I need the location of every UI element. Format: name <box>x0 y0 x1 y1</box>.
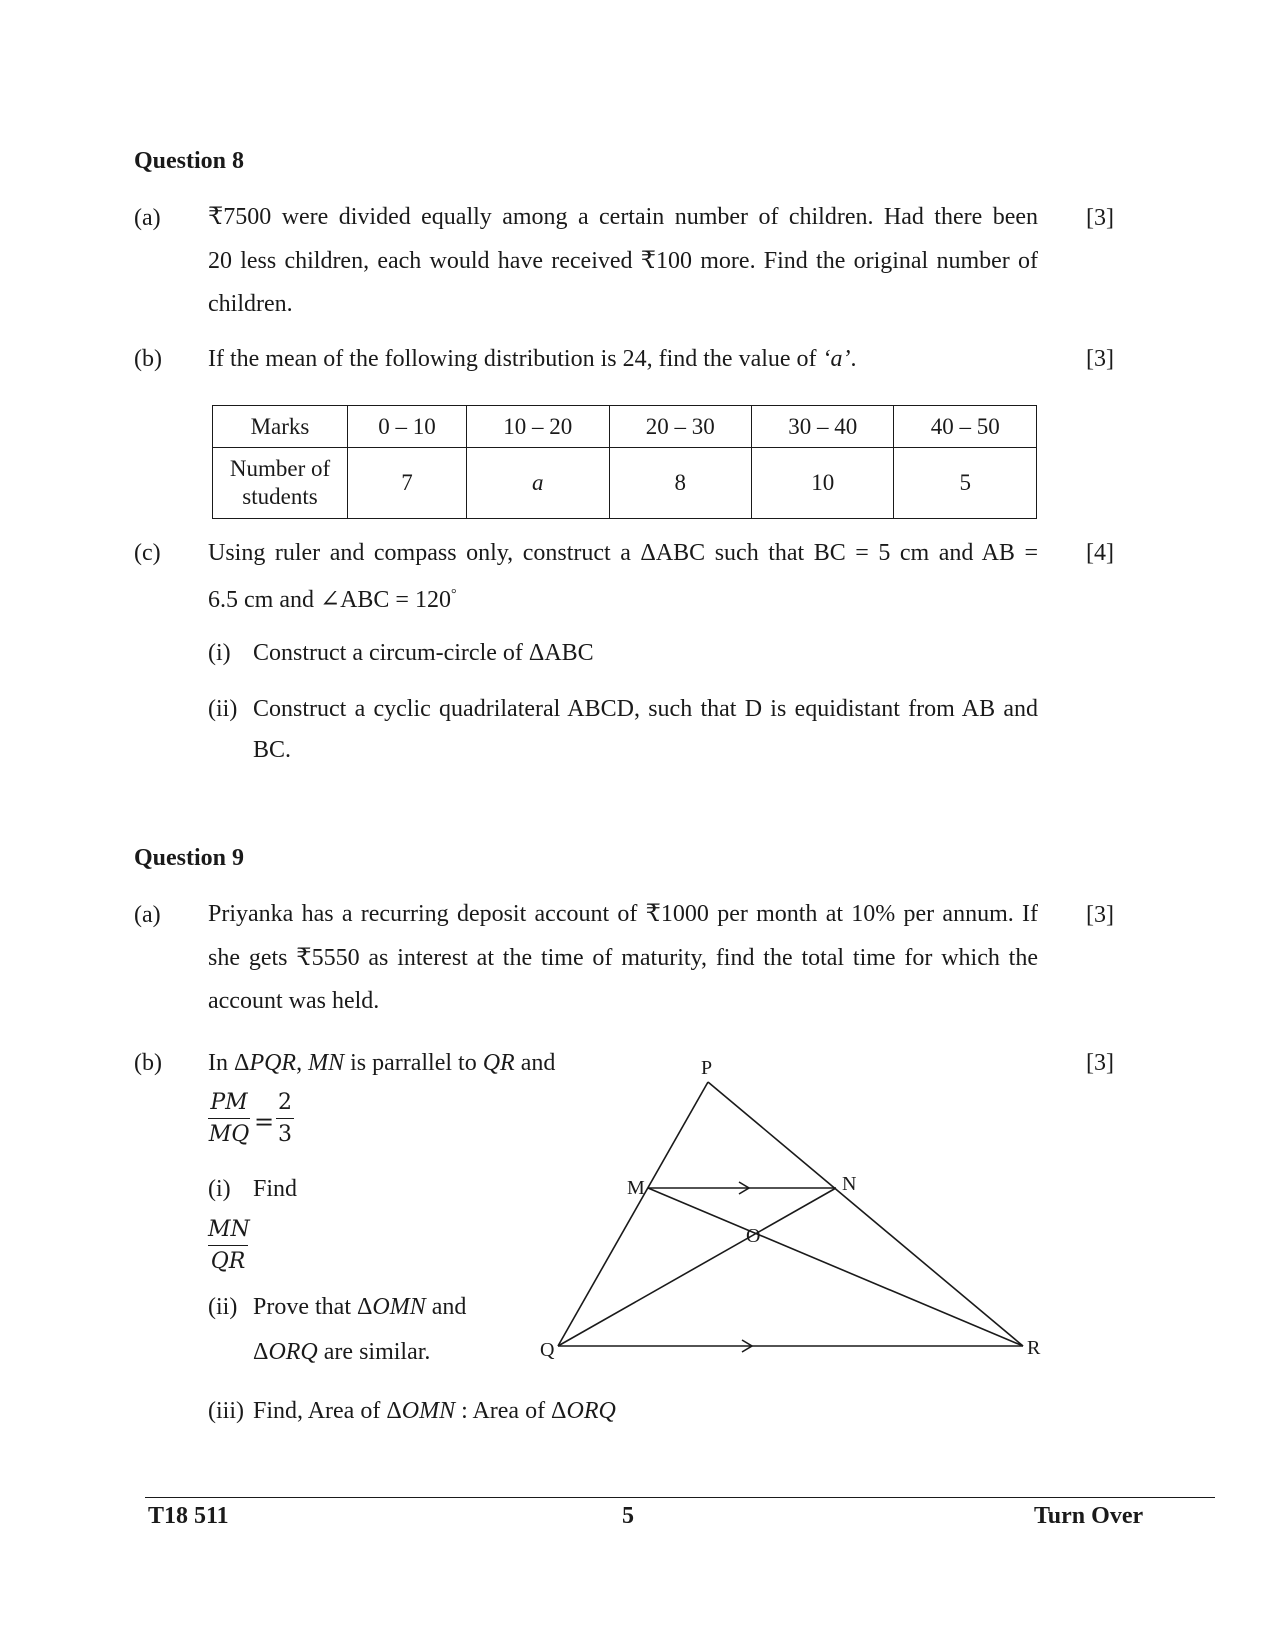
ratio-pm-mq <box>208 1090 250 1147</box>
q8c-marks: [4] <box>1086 540 1114 566</box>
ratio-numerator: PM <box>210 1090 248 1115</box>
q9b-intro-1: In Δ <box>208 1050 250 1076</box>
table-header-students-line-2: students <box>242 484 318 509</box>
label-n: N <box>842 1173 857 1195</box>
q9b-label: (b) <box>134 1050 162 1076</box>
q9b-i-text: Find <box>253 1176 298 1202</box>
degree-symbol: ° <box>450 587 457 602</box>
label-m: M <box>627 1177 645 1199</box>
q8c-i-label: (i) <box>208 640 231 666</box>
table-class-5: 40 – 50 <box>894 406 1037 448</box>
fraction-qr: QR <box>210 1249 246 1274</box>
table-row-students <box>213 448 1037 519</box>
q8b-label: (b) <box>134 346 162 372</box>
fraction-mn-qr <box>208 1217 248 1274</box>
table-class-4: 30 – 40 <box>752 406 894 448</box>
q8a-line-2: 20 less children, each would have received ₹100 more. Find the original number of <box>208 247 1038 274</box>
q8c-label: (c) <box>134 540 161 566</box>
table-frequency-2: a <box>467 448 609 519</box>
triangle-pqr-figure <box>530 1040 1050 1360</box>
ratio-value-denominator: 3 <box>278 1122 292 1147</box>
q9b-ii-text-4: are similar. <box>317 1339 431 1365</box>
q8a-label: (a) <box>134 205 161 231</box>
q8c-i-text: Construct a circum-circle of ΔABC <box>253 640 594 666</box>
ratio-equals: = <box>254 1108 275 1136</box>
q8c-line-2 <box>208 585 457 614</box>
q8a-marks: [3] <box>1086 205 1114 231</box>
fraction-bar <box>208 1118 250 1119</box>
q9b-iii-omn: OMN <box>401 1398 456 1424</box>
fraction-bar <box>208 1245 248 1246</box>
q9b-intro-2: , <box>296 1050 309 1076</box>
q9b-ii-line-2 <box>253 1339 430 1366</box>
q9b-ii-label: (ii) <box>208 1294 238 1320</box>
table-class-3: 20 – 30 <box>609 406 751 448</box>
footer-divider <box>145 1497 1215 1498</box>
q8b-text-main: If the mean of the following distribution is 24, find the value of <box>208 346 823 372</box>
table-header-marks: Marks <box>213 406 348 448</box>
q9b-intro-4: and <box>514 1050 556 1076</box>
segment-mr <box>648 1188 1023 1346</box>
table-frequency-3: 8 <box>609 448 751 519</box>
question-8-heading: Question 8 <box>134 148 245 174</box>
side-pr <box>708 1082 1023 1346</box>
label-q: Q <box>540 1339 555 1360</box>
q9b-ii-line-1 <box>253 1294 466 1321</box>
q9b-marks: [3] <box>1086 1050 1114 1076</box>
q8c-ii-line-2: BC. <box>253 737 292 763</box>
q8c-ii-line-1: Construct a cyclic quadrilateral ABCD, such that D is equidistant from AB and <box>253 696 1038 722</box>
q9b-intro <box>208 1050 555 1077</box>
ratio-denominator: MQ <box>208 1122 250 1147</box>
table-header-students-line-1: Number of <box>229 456 331 481</box>
q9b-ii-omn: OMN <box>372 1294 426 1320</box>
distribution-table <box>212 405 1037 519</box>
page-number: 5 <box>622 1503 634 1529</box>
q9a-line-2: she gets ₹5550 as interest at the time of maturity, find the total time for which the <box>208 944 1038 971</box>
q8b-var: ‘a’ <box>822 346 851 372</box>
side-pq <box>558 1082 708 1346</box>
label-r: R <box>1027 1337 1041 1359</box>
label-p: P <box>701 1057 713 1079</box>
ratio-value-numerator: 2 <box>278 1090 292 1115</box>
q8b-text <box>208 346 857 373</box>
q8a-line-3: children. <box>208 291 293 317</box>
table-row-marks <box>213 406 1037 448</box>
segment-nq <box>558 1188 836 1346</box>
q9a-marks: [3] <box>1086 902 1114 928</box>
table-frequency-5: 5 <box>894 448 1037 519</box>
q8c-ii-label: (ii) <box>208 696 238 722</box>
q9b-ii-text-3: Δ <box>253 1339 269 1365</box>
table-class-1: 0 – 10 <box>348 406 467 448</box>
q9b-iii-text-1: Find, Area of Δ <box>253 1398 402 1424</box>
q8c-line-1: Using ruler and compass only, construct a ΔABC such that BC = 5 cm and AB = <box>208 540 1038 566</box>
q9b-intro-mn: MN <box>308 1050 345 1076</box>
label-o: O <box>746 1225 761 1247</box>
q9b-iii-text-2: : Area of Δ <box>455 1398 567 1424</box>
q9b-ii-text-1: Prove that Δ <box>253 1294 373 1320</box>
q8c-line-2-text: 6.5 cm and ∠ABC = 120 <box>208 587 451 613</box>
q9b-ii-orq: ORQ <box>268 1339 318 1365</box>
q9b-intro-qr: QR <box>482 1050 515 1076</box>
table-header-students <box>213 448 348 519</box>
q9b-i-label: (i) <box>208 1176 231 1202</box>
q9a-text <box>208 893 1038 1024</box>
q9b-intro-pqr: PQR <box>249 1050 297 1076</box>
q9a-line-1: Priyanka has a recurring deposit account of ₹1000 per month at 10% per annum. If <box>208 901 1038 927</box>
fraction-mn: MN <box>208 1217 250 1242</box>
q9a-line-3: account was held. <box>208 988 380 1014</box>
q9a-label: (a) <box>134 902 161 928</box>
q8a-line-1: ₹7500 were divided equally among a certain number of children. Had there been <box>208 204 1038 230</box>
q8b-marks: [3] <box>1086 346 1114 372</box>
q8a-text <box>208 196 1038 327</box>
q9b-iii-label: (iii) <box>208 1398 244 1424</box>
table-class-2: 10 – 20 <box>467 406 609 448</box>
footer-code: T18 511 <box>148 1503 229 1529</box>
q9b-intro-3: is parrallel to <box>344 1050 483 1076</box>
table-frequency-1: 7 <box>348 448 467 519</box>
turn-over-text: Turn Over <box>1034 1503 1144 1529</box>
table-frequency-4: 10 <box>752 448 894 519</box>
q9b-iii-orq: ORQ <box>566 1398 616 1424</box>
question-9-heading: Question 9 <box>134 845 245 871</box>
ratio-value <box>276 1090 294 1147</box>
fraction-bar <box>276 1118 294 1119</box>
q9b-ii-text-2: and <box>425 1294 467 1320</box>
q9b-iii-text <box>253 1398 616 1425</box>
q8b-text-end: . <box>850 346 857 372</box>
